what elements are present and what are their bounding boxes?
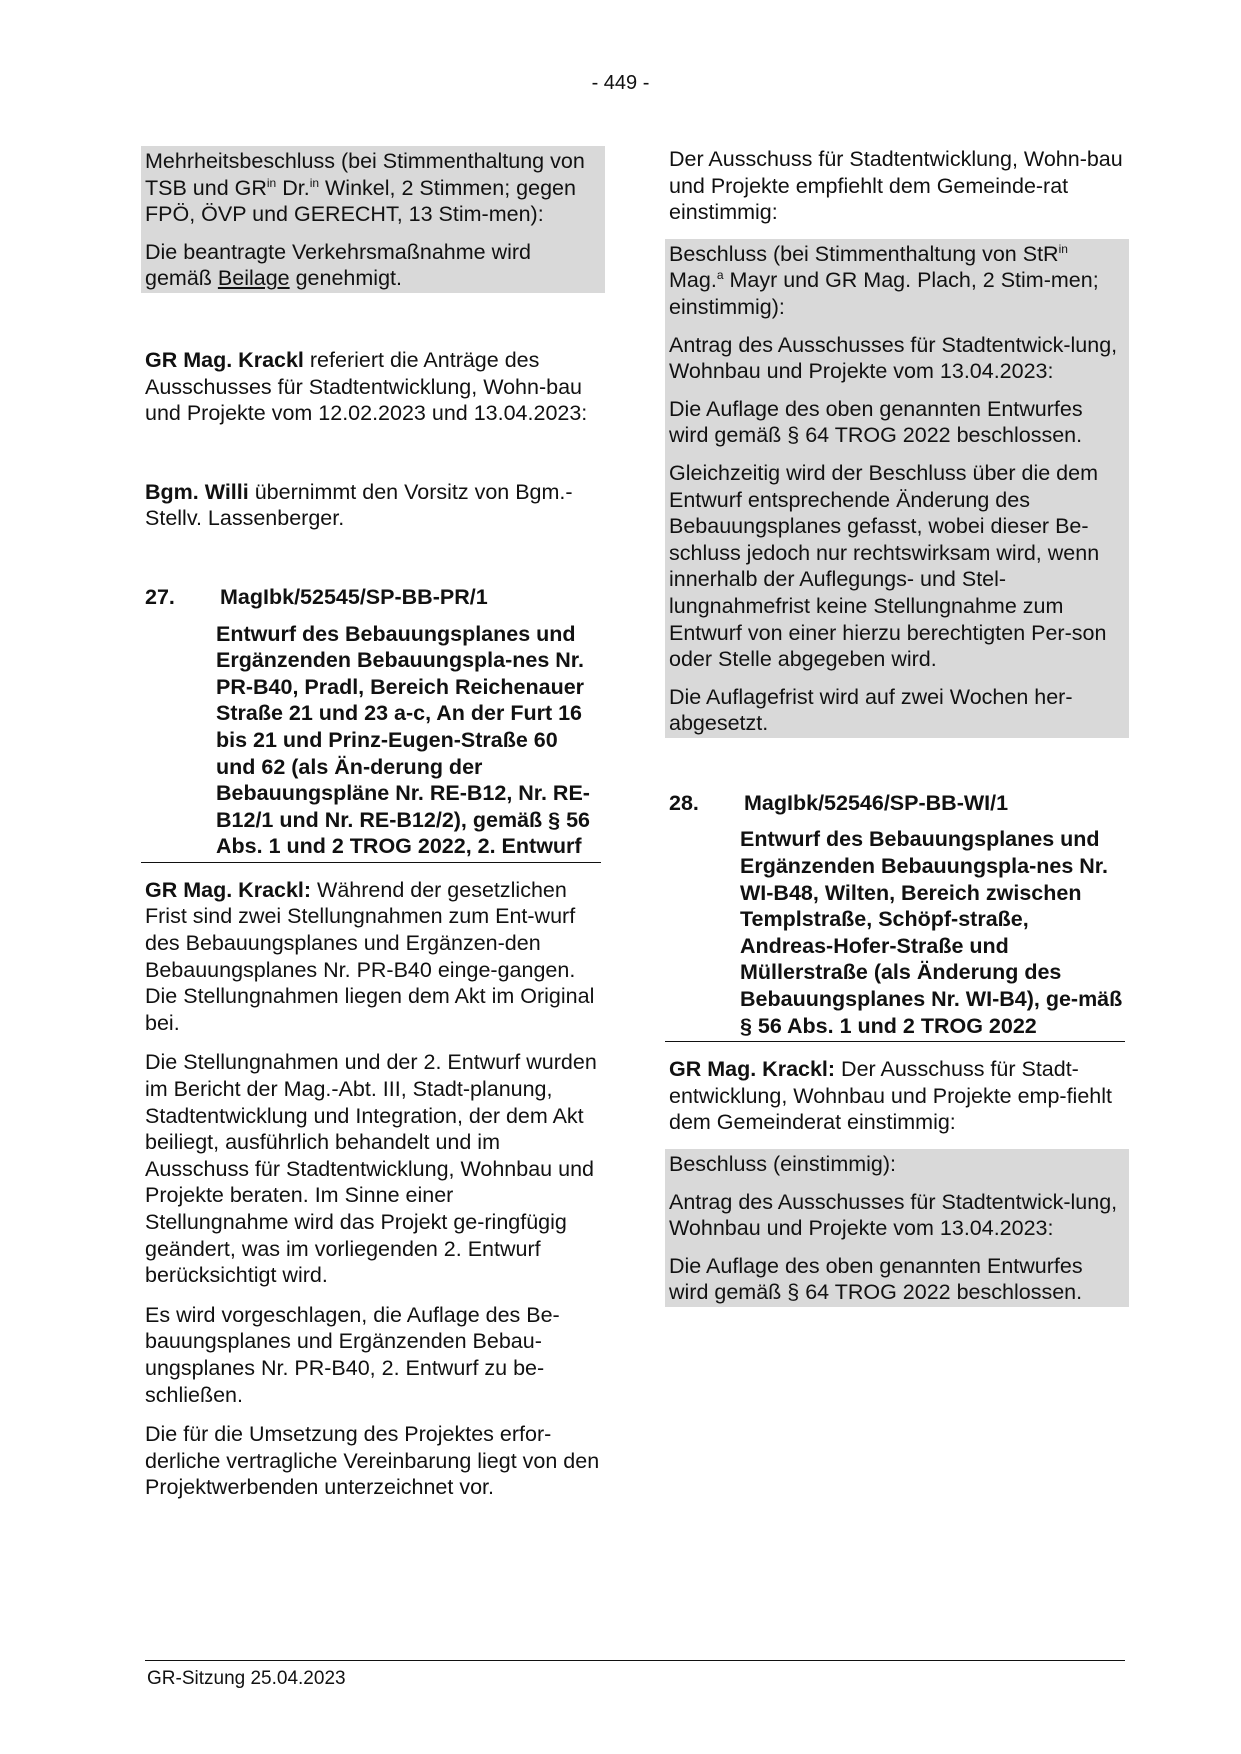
motion-text: Antrag des Ausschusses für Stadtentwick-lung, Wohnbau und Projekte vom 13.04.2023: [669, 1189, 1118, 1241]
agenda-item-27 [145, 584, 601, 863]
item27-paragraph-1: GR Mag. Krackl: Während der gesetzlichen Frist sind zwei Stellungnahmen zum Ent-wurf des Bebauungsplanes und Ergänzen-den Bebauungsplanes Nr. PR-B40 einge-gangen. Die Stellungnahmen liegen dem Akt im Original bei. [145, 877, 595, 1035]
resolution-box [665, 239, 1129, 738]
item28-paragraph: GR Mag. Krackl: Der Ausschuss für Stadt-entwicklung, Wohnbau und Projekte emp-fiehlt dem Gemeinderat einstimmig: [669, 1057, 1112, 1135]
left-column [145, 146, 601, 1501]
resolution-decision: Die beantragte Verkehrsmaßnahme wird gemäß Beilage genehmigt. [145, 239, 531, 291]
item-number: 27. [145, 584, 175, 609]
item-number: 28. [669, 790, 699, 815]
footer-divider [145, 1660, 1125, 1661]
decision-text: Die Auflage des oben genannten Entwurfes wird gemäß § 64 TROG 2022 beschlossen. [669, 1253, 1083, 1305]
item27-paragraph-4: Die für die Umsetzung des Projektes erfor-derliche vertragliche Vereinbarung liegt von den Projektwerbenden unterzeichnet vor. [145, 1422, 600, 1500]
resolution-text: Beschluss (einstimmig): [669, 1152, 896, 1176]
item27-paragraph-2: Die Stellungnahmen und der 2. Entwurf wurden im Bericht der Mag.-Abt. III, Stadt-planung, Stadtentwicklung und Integration, der dem Akt beiliegt, ausführlich behandelt und im Ausschuss für Stadtentwicklung, Wohnbau und Projekte beraten. Im Sinne einer Stellungnahme wird das Projekt ge-ringfügig geändert, was im vorliegenden 2. Entwurf berücksichtigt wird. [145, 1050, 597, 1288]
item-title: Entwurf des Bebauungsplanes und Ergänzenden Bebauungspla-nes Nr. PR-B40, Pradl, Bereich Reichenauer Straße 21 und 23 a-c, An der Furt 16 bis 21 und Prinz-Eugen-Straße 60 und 62 (als Än-derung der Bebauungspläne Nr. RE-B12, Nr. RE-B12/1 und Nr. RE-B12/2), gemäß § 56 Abs. 1 und 2 TROG 2022, 2. Entwurf [216, 621, 590, 859]
decision-detail: Gleichzeitig wird der Beschluss über die dem Entwurf entsprechende Änderung des Bebauungsplanes gefasst, wobei dieser Be-schluss jedoch nur rechtswirksam wird, wenn innerhalb der Auflegungs- und Stel-lungnahmefrist keine Stellungnahme zum Entwurf von einer hierzu berechtigten Per-son oder Stelle abgegeben wird. [669, 460, 1107, 672]
page-number: - 449 - [591, 72, 650, 94]
committee-recommendation: Der Ausschuss für Stadtentwicklung, Wohn-bau und Projekte empfiehlt dem Gemeinde-rat einstimmig: [669, 147, 1123, 225]
agenda-item-28 [669, 790, 1125, 1042]
deadline-text: Die Auflagefrist wird auf zwei Wochen her-abgesetzt. [669, 684, 1073, 736]
item-reference: MagIbk/52545/SP-BB-PR/1 [220, 584, 488, 609]
speaker-paragraph: GR Mag. Krackl referiert die Anträge des Ausschusses für Stadtentwicklung, Wohn-bau und Projekte vom 12.02.2023 und 13.04.2023: [145, 347, 588, 426]
item-title: Entwurf des Bebauungsplanes und Ergänzenden Bebauungspla-nes Nr. WI-B48, Wilten, Bereich zwischen Templstraße, Schöpf-straße, Andreas-Hofer-Straße und Müllerstraße (als Änderung des Bebauungsplanes Nr. WI-B4), ge-mäß § 56 Abs. 1 und 2 TROG 2022 [740, 827, 1123, 1038]
right-column [669, 146, 1125, 1307]
chair-paragraph: Bgm. Willi übernimmt den Vorsitz von Bgm.-Stellv. Lassenberger. [145, 479, 573, 531]
motion-text: Antrag des Ausschusses für Stadtentwick-lung, Wohnbau und Projekte vom 13.04.2023: [669, 332, 1118, 384]
item-reference: MagIbk/52546/SP-BB-WI/1 [744, 790, 1009, 815]
decision-text: Die Auflage des oben genannten Entwurfes wird gemäß § 64 TROG 2022 beschlossen. [669, 396, 1083, 448]
resolution-text: Mehrheitsbeschluss (bei Stimmenthaltung von TSB und $GR^{in}$ Dr.$^{in}$ Winkel, 2 Stimmen; gegen FPÖ, ÖVP und GERECHT, 13 Stim-men): [145, 149, 585, 227]
resolution-box [665, 1149, 1129, 1307]
resolution-box [141, 146, 605, 293]
resolution-text: Beschluss (bei Stimmenthaltung von StR$^{in}$ Mag.$^a$ Mayr und GR Mag. Plach, 2 Stim-men; einstimmig): [669, 241, 1099, 319]
footer-session-date: GR-Sitzung 25.04.2023 [147, 1668, 346, 1689]
item27-paragraph-3: Es wird vorgeschlagen, die Auflage des Be-bauungsplanes und Ergänzenden Bebau-ungsplanes Nr. PR-B40, 2. Entwurf zu be-schließen. [145, 1302, 560, 1407]
beilage-link[interactable]: Beilage [217, 266, 290, 291]
